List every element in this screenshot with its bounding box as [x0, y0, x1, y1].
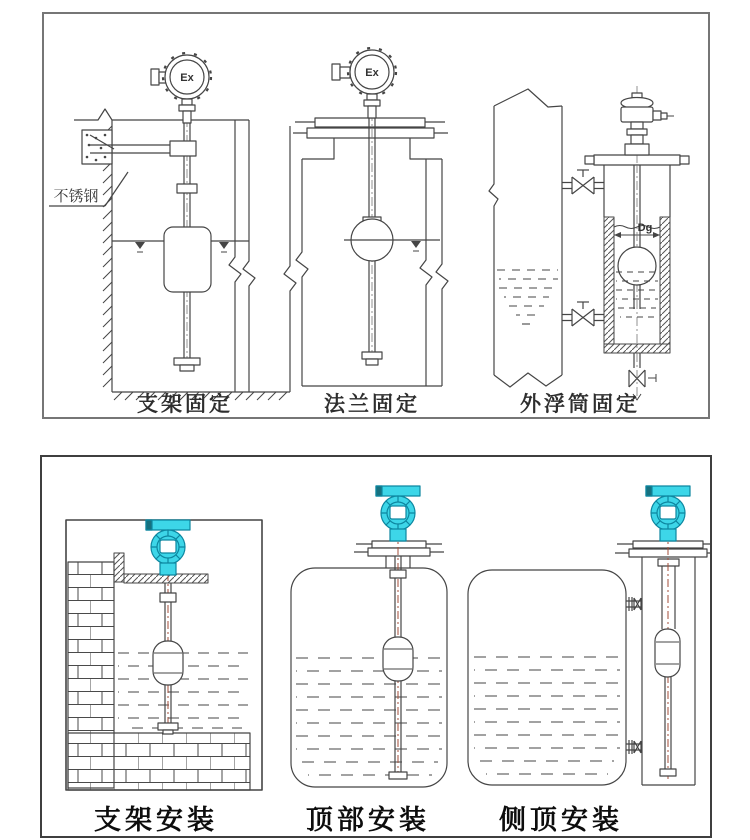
chamber-wall-hatched-right — [660, 217, 670, 344]
ex-label: Ex — [180, 72, 194, 84]
installation-methods-drawing — [42, 457, 710, 836]
liquid-dashes — [474, 657, 620, 774]
pipe-fitting-bottom — [626, 740, 642, 754]
fixing-methods-drawing — [44, 14, 708, 417]
transmitter-head-smart — [376, 486, 420, 541]
dg-arrow-right — [653, 232, 660, 238]
tank — [468, 570, 626, 785]
dg-label: Dg — [637, 222, 653, 234]
tank-top-edge — [74, 109, 249, 120]
caption-external-chamber-fixed: 外浮筒固定 — [520, 393, 640, 416]
tank-top-break — [494, 89, 562, 107]
dg-arrow-left — [614, 232, 621, 238]
tank-shoulder-right — [410, 138, 442, 159]
diagram-top-install — [291, 531, 447, 787]
flange-upper — [372, 541, 426, 548]
chamber-wall-hatched-left — [604, 217, 614, 344]
liquid-dashes — [296, 658, 442, 775]
diagram-flange-fixed — [293, 48, 448, 386]
caption-flange-fixed: 法兰固定 — [324, 393, 420, 416]
stem-end-stop — [660, 769, 676, 776]
caption-side-top-install: 侧顶安装 — [499, 805, 623, 835]
float-ball — [618, 247, 656, 285]
diagram-bracket-fixed — [49, 53, 296, 400]
stem-collar — [177, 184, 197, 193]
float-body — [655, 629, 680, 677]
isolation-valve-bottom — [562, 302, 604, 326]
tank — [291, 568, 447, 787]
tank-wall-right-inner — [420, 159, 432, 386]
stainless-steel-label: 不锈钢 — [53, 188, 99, 205]
caption-top-install: 顶部安装 — [306, 805, 430, 835]
transmitter-head-ex — [151, 53, 211, 123]
tank-shoulder-left — [302, 138, 334, 159]
tank-wall-right-outer — [436, 159, 448, 386]
stem-end-stop — [389, 772, 407, 779]
tank-liquid-dashes — [497, 270, 558, 324]
transmitter-head-smart — [146, 520, 190, 575]
wall-hatching — [103, 126, 112, 387]
ex-label: Ex — [365, 67, 379, 79]
float-body — [153, 641, 183, 685]
transmitter-head-junction-box — [621, 86, 674, 164]
cable-gland — [332, 64, 340, 80]
diagram-external-float-chamber — [489, 86, 689, 400]
pipe-fitting-top — [626, 597, 642, 611]
cable-gland — [653, 111, 661, 120]
tank-wall-break — [229, 120, 241, 392]
diagram-side-top-install — [468, 531, 710, 785]
transmitter-head-smart — [646, 486, 690, 541]
stem-end-stop — [174, 358, 200, 365]
tank-bottom-break — [494, 373, 562, 387]
stem-end-stop — [158, 723, 178, 730]
float-body — [164, 227, 211, 292]
chamber-bottom-hatched — [604, 344, 670, 353]
transmitter-heads-cyan — [146, 486, 690, 575]
transmitter-head-ex — [332, 48, 396, 118]
brick-floor — [68, 733, 250, 790]
flange-upper — [315, 118, 425, 127]
flange-lower — [368, 548, 430, 556]
stem-end-stop — [362, 352, 382, 359]
tank-wall-left — [489, 106, 498, 375]
stem-clamp — [170, 141, 196, 156]
isolation-valve-top — [562, 170, 604, 194]
tank-wall-left — [296, 159, 308, 386]
float-body — [383, 637, 413, 681]
wall-ledge — [114, 553, 124, 582]
stem-collar — [160, 593, 176, 602]
panel-installation-methods — [40, 455, 712, 838]
cable-gland — [151, 69, 159, 85]
caption-bracket-fixed: 支架固定 — [137, 393, 233, 416]
flange-lower — [307, 128, 434, 138]
panel-fixing-methods — [42, 12, 710, 419]
caption-bracket-install: 支架安装 — [94, 805, 218, 835]
stem-collar — [390, 570, 406, 578]
level-symbol — [411, 241, 421, 248]
